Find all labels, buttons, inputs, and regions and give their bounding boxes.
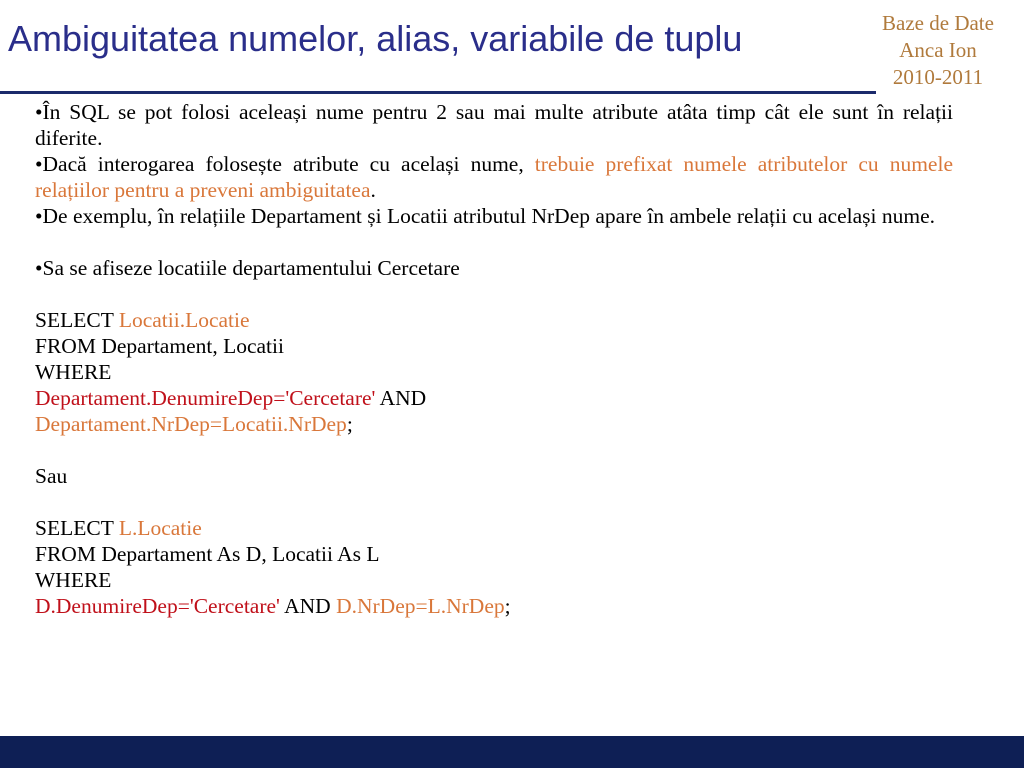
course-name: Baze de Date — [882, 11, 994, 35]
sau-label: Sau — [35, 464, 68, 488]
bullet-2-highlight: trebuie prefixat numele atributelor cu numele relațiilor pentru a preveni ambiguitatea — [35, 152, 953, 202]
query-2-and: AND — [279, 594, 337, 618]
course-info — [858, 10, 1018, 91]
query-1-select — [35, 307, 953, 333]
academic-year: 2010-2011 — [892, 65, 984, 89]
spacer — [35, 437, 953, 463]
query-2-cond2: D.NrDep=L.NrDep — [336, 594, 505, 618]
bullet-2-prefix: •Dacă interogarea folosește atribute cu același nume, — [35, 152, 535, 176]
query-1-from: FROM Departament, Locatii — [35, 334, 284, 358]
query-2 — [35, 515, 953, 619]
query-1-end: ; — [346, 412, 353, 436]
slide-title: Ambiguitatea numelor, alias, variabile de tuplu — [8, 18, 743, 59]
bullet-2 — [35, 151, 953, 203]
spacer — [35, 489, 953, 515]
query-1-and: AND — [375, 386, 427, 410]
spacer — [35, 229, 953, 255]
bullet-4: •Sa se afiseze locatiile departamentului Cercetare — [35, 256, 460, 280]
footer-bar — [0, 736, 1024, 768]
query-2-cond1: D.DenumireDep='Cercetare' — [35, 594, 280, 618]
title-underline — [0, 91, 876, 94]
query-2-select — [35, 515, 953, 541]
slide-body — [35, 99, 953, 619]
query-2-select-keyword: SELECT — [35, 516, 119, 540]
bullet-1: •În SQL se pot folosi aceleași nume pentru 2 sau mai multe atribute atâta timp cât ele sunt în relații diferite. — [35, 100, 953, 150]
query-2-from: FROM Departament As D, Locatii As L — [35, 542, 380, 566]
author-name: Anca Ion — [899, 38, 977, 62]
spacer — [35, 281, 953, 307]
query-1-select-keyword: SELECT — [35, 308, 119, 332]
query-2-conditions — [35, 593, 953, 619]
query-1-condition-1 — [35, 385, 953, 411]
query-1 — [35, 307, 953, 437]
bullet-2-suffix: . — [370, 178, 376, 202]
query-2-where: WHERE — [35, 568, 112, 592]
query-1-select-column: Locatii.Locatie — [118, 308, 250, 332]
query-2-end: ; — [504, 594, 511, 618]
query-1-condition-2 — [35, 411, 953, 437]
query-1-cond1: Departament.DenumireDep='Cercetare' — [35, 386, 376, 410]
query-1-where: WHERE — [35, 360, 112, 384]
query-2-select-column: L.Locatie — [118, 516, 202, 540]
query-1-cond2: Departament.NrDep=Locatii.NrDep — [35, 412, 347, 436]
bullet-3: •De exemplu, în relațiile Departament și Locatii atributul NrDep apare în ambele relații cu același nume. — [35, 204, 936, 228]
